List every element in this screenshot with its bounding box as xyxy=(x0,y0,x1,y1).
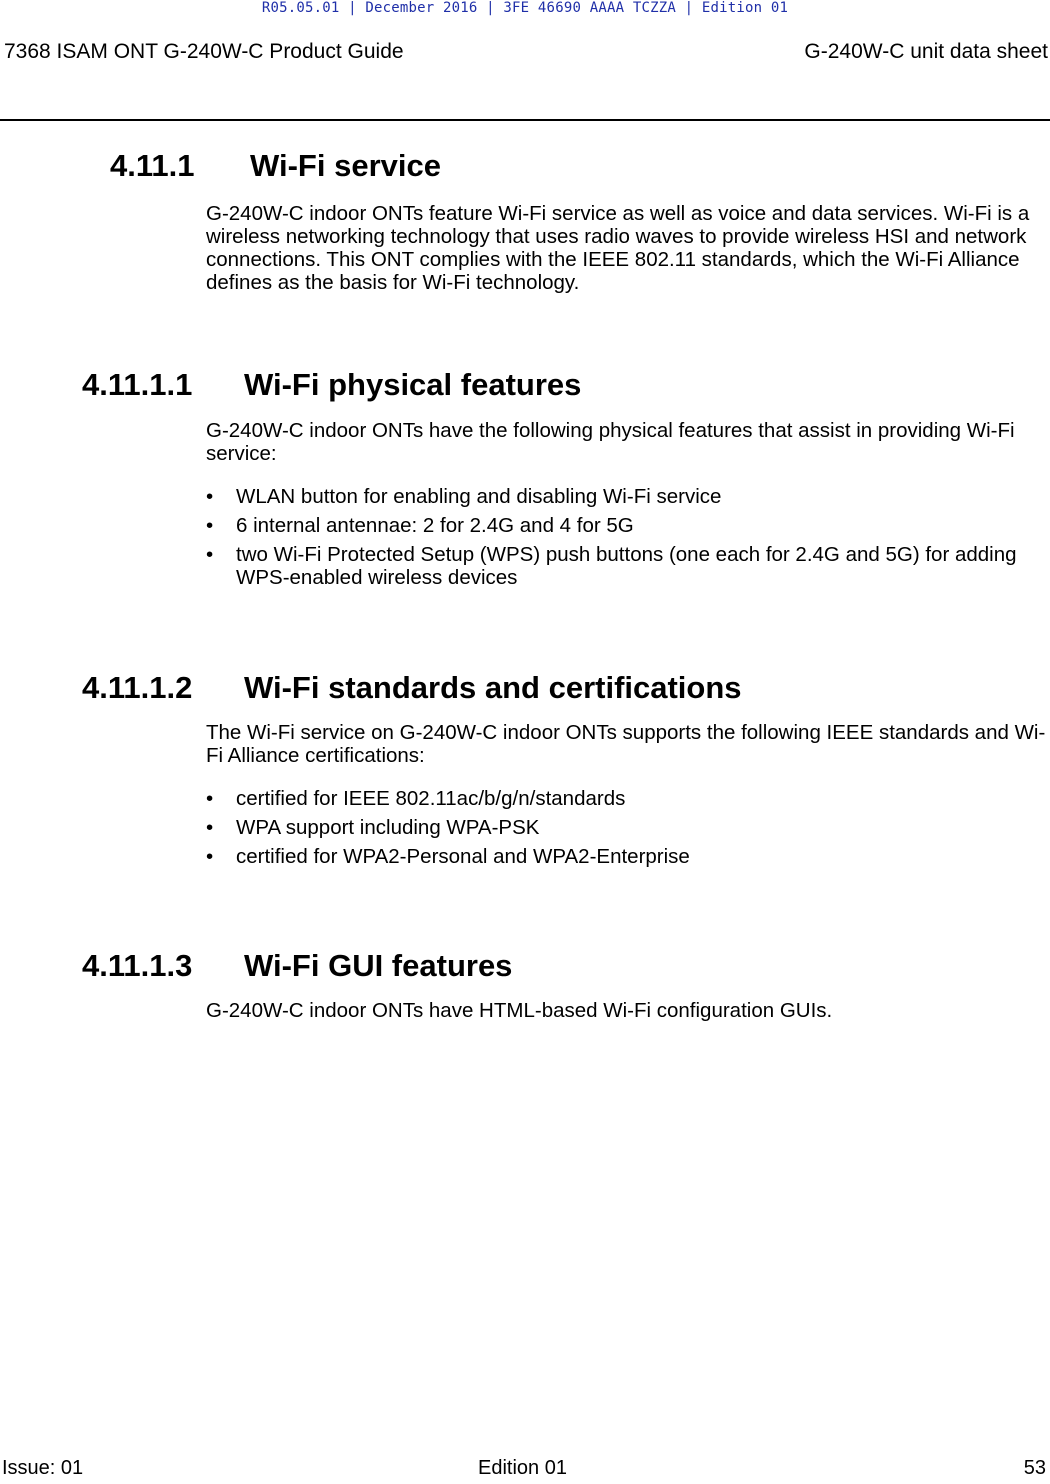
footer-edition: Edition 01 xyxy=(478,1457,567,1479)
list-item-text: 6 internal antennae: 2 for 2.4G and 4 for 5G xyxy=(236,514,634,537)
document-watermark: R05.05.01 | December 2016 | 3FE 46690 AAAA TCZZA | Edition 01 xyxy=(261,0,789,16)
standards-list xyxy=(206,787,1046,874)
heading-number: 4.11.1.2 xyxy=(82,670,193,705)
list-item xyxy=(206,845,1046,868)
heading-number: 4.11.1.1 xyxy=(82,367,193,402)
list-item xyxy=(206,787,1046,810)
list-item-text: WLAN button for enabling and disabling Wi-Fi service xyxy=(236,485,722,508)
list-item xyxy=(206,543,1046,589)
heading-wifi-physical-features xyxy=(82,367,581,403)
gui-features-paragraph: G-240W-C indoor ONTs have HTML-based Wi-Fi configuration GUIs. xyxy=(206,999,833,1022)
heading-number: 4.11.1 xyxy=(110,148,195,183)
heading-wifi-gui-features xyxy=(82,948,512,984)
list-item-text: two Wi-Fi Protected Setup (WPS) push buttons (one each for 2.4G and 5G) for adding WPS-enabled wireless devices xyxy=(236,543,1017,589)
bullet-icon: • xyxy=(206,543,214,566)
header-product-guide: 7368 ISAM ONT G-240W-C Product Guide xyxy=(4,40,404,63)
heading-title: Wi-Fi GUI features xyxy=(244,948,513,983)
heading-title: Wi-Fi service xyxy=(250,148,441,183)
list-item-text: certified for IEEE 802.11ac/b/g/n/standards xyxy=(236,787,626,810)
bullet-icon: • xyxy=(206,787,214,810)
physical-features-paragraph: G-240W-C indoor ONTs have the following physical features that assist in providing Wi-Fi service: xyxy=(206,419,1015,465)
bullet-icon: • xyxy=(206,485,214,508)
list-item-text: certified for WPA2-Personal and WPA2-Enterprise xyxy=(236,845,690,868)
standards-paragraph: The Wi-Fi service on G-240W-C indoor ONTs supports the following IEEE standards and Wi-Fi Alliance certifications: xyxy=(206,721,1046,767)
heading-title: Wi-Fi physical features xyxy=(244,367,582,402)
heading-wifi-service xyxy=(110,148,441,184)
bullet-icon: • xyxy=(206,845,214,868)
bullet-icon: • xyxy=(206,514,214,537)
heading-title: Wi-Fi standards and certifications xyxy=(244,670,742,705)
footer-page-number: 53 xyxy=(1023,1457,1046,1479)
list-item-text: WPA support including WPA-PSK xyxy=(236,816,540,839)
list-item xyxy=(206,485,1046,508)
footer-issue: Issue: 01 xyxy=(2,1457,84,1479)
heading-wifi-standards xyxy=(82,670,742,706)
wifi-service-paragraph: G-240W-C indoor ONTs feature Wi-Fi service as well as voice and data services. Wi-Fi is a wireless networking technology that uses radio waves to provide wireless HSI and network connections. This ONT complies with the IEEE 802.11 standards, which the Wi-Fi Alliance defines as the basis for Wi-Fi technology. xyxy=(206,202,1030,294)
list-item xyxy=(206,816,1046,839)
header-divider xyxy=(0,119,1050,121)
bullet-icon: • xyxy=(206,816,214,839)
header-section-title: G-240W-C unit data sheet xyxy=(804,40,1048,63)
list-item xyxy=(206,514,1046,537)
heading-number: 4.11.1.3 xyxy=(82,948,193,983)
physical-features-list xyxy=(206,485,1046,595)
